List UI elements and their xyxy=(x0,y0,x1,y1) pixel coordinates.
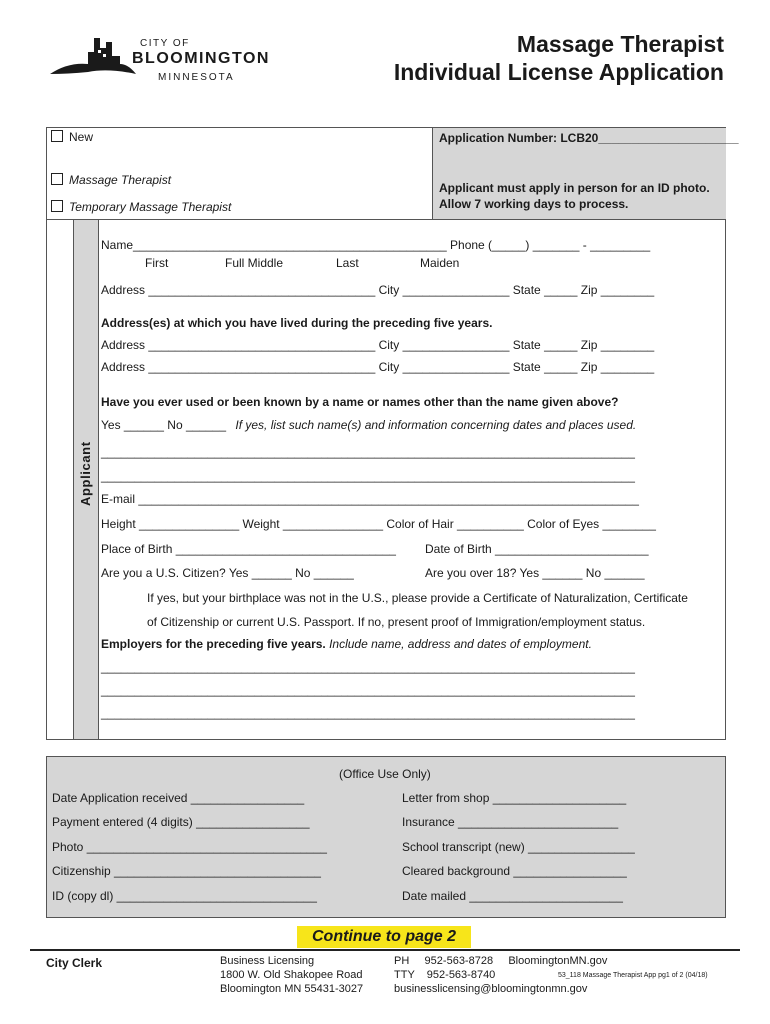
footer-email: businesslicensing@bloomingtonmn.gov xyxy=(394,983,588,995)
previous-address-field-1[interactable]: Address __________________________________ City ________________ State _____ Zip ________ xyxy=(101,338,655,352)
photo-notice-line-1: Applicant must apply in person for an ID photo. xyxy=(439,181,710,195)
application-number: Application Number: LCB20_____________________ xyxy=(439,131,739,145)
page-title xyxy=(394,30,724,86)
new-checkbox[interactable] xyxy=(51,130,63,142)
other-names-instruction: If yes, list such name(s) and information concerning dates and places used. xyxy=(235,418,637,432)
name-last-caption: Last xyxy=(336,256,359,270)
office-use-heading: (Office Use Only) xyxy=(339,767,431,781)
us-citizen-field[interactable]: Are you a U.S. Citizen? Yes ______ No ______ xyxy=(101,566,354,580)
logo-sub-text: MINNESOTA xyxy=(158,72,235,83)
footer-city: Bloomington MN 55431-3027 xyxy=(220,983,364,995)
new-label: New xyxy=(69,130,94,144)
office-left-2[interactable]: Payment entered (4 digits) _________________ xyxy=(52,815,310,829)
title-line-1: Massage Therapist xyxy=(516,31,724,57)
physical-description-field[interactable]: Height _______________ Weight _______________ Color of Hair __________ Color of Eyes ________ xyxy=(101,517,656,531)
employer-blank-2[interactable]: ________________________________________________________________________________ xyxy=(101,683,635,697)
city-skyline-icon xyxy=(48,34,138,80)
other-names-yes-no[interactable]: Yes ______ No ______ xyxy=(101,418,227,432)
applicant-side-label: Applicant xyxy=(78,441,93,506)
office-right-5[interactable]: Date mailed _______________________ xyxy=(402,889,623,903)
footer-city-clerk: City Clerk xyxy=(46,956,103,970)
massage-therapist-option[interactable] xyxy=(51,173,171,187)
temporary-label: Temporary Massage Therapist xyxy=(69,200,232,214)
office-right-3[interactable]: School transcript (new) ________________ xyxy=(402,840,635,854)
footer-divider xyxy=(30,949,740,951)
temporary-option[interactable] xyxy=(51,200,231,214)
current-address-field[interactable]: Address __________________________________ City ________________ State _____ Zip ________ xyxy=(101,283,655,297)
employers-heading-instruction: Include name, address and dates of employment. xyxy=(325,637,592,651)
footer-department: Business Licensing xyxy=(220,955,315,967)
office-left-1[interactable]: Date Application received _________________ xyxy=(52,791,305,805)
email-field[interactable]: E-mail ___________________________________________________________________________ xyxy=(101,492,639,506)
office-right-2[interactable]: Insurance ________________________ xyxy=(402,815,619,829)
other-names-blank-1[interactable]: ________________________________________________________________________________ xyxy=(101,445,635,459)
massage-therapist-checkbox[interactable] xyxy=(51,173,63,185)
name-phone-field[interactable]: Name_______________________________________________ Phone (_____) _______ - _________ xyxy=(101,238,651,252)
photo-notice-line-2: Allow 7 working days to process. xyxy=(439,197,629,211)
massage-therapist-label: Massage Therapist xyxy=(69,173,172,187)
date-of-birth-field[interactable]: Date of Birth _______________________ xyxy=(425,542,649,556)
employers-heading-bold: Employers for the preceding five years. xyxy=(101,637,326,651)
new-option[interactable] xyxy=(51,130,93,144)
employer-blank-3[interactable]: ________________________________________________________________________________ xyxy=(101,706,635,720)
office-left-5[interactable]: ID (copy dl) ______________________________ xyxy=(52,889,317,903)
logo-top-text: CITY OF xyxy=(140,38,190,49)
footer-phone-web: PH 952-563-8728 BloomingtonMN.gov xyxy=(394,955,608,967)
footer-street: 1800 W. Old Shakopee Road xyxy=(220,969,363,981)
other-names-question: Have you ever used or been known by a name or names other than the name given above? xyxy=(101,395,619,409)
other-names-blank-2[interactable]: ________________________________________________________________________________ xyxy=(101,469,635,483)
temporary-checkbox[interactable] xyxy=(51,200,63,212)
continue-to-page-2-banner: Continue to page 2 xyxy=(297,926,471,948)
office-left-3[interactable]: Photo ____________________________________ xyxy=(52,840,327,854)
footer-form-id: 53_118 Massage Therapist App pg1 of 2 (04/18) xyxy=(558,972,708,979)
employers-heading xyxy=(101,637,592,651)
logo-main-text: BLOOMINGTON xyxy=(132,50,270,67)
city-logo xyxy=(48,30,278,90)
over-18-field[interactable]: Are you over 18? Yes ______ No ______ xyxy=(425,566,645,580)
office-left-4[interactable]: Citizenship _______________________________ xyxy=(52,864,321,878)
footer-tty: TTY 952-563-8740 xyxy=(394,969,496,981)
place-of-birth-field[interactable]: Place of Birth _________________________________ xyxy=(101,542,396,556)
application-info-cell xyxy=(432,128,739,220)
title-line-2: Individual License Application xyxy=(393,59,724,85)
name-middle-caption: Full Middle xyxy=(225,256,284,270)
other-names-answer[interactable] xyxy=(101,418,636,432)
office-use-section xyxy=(46,756,726,918)
previous-addresses-heading: Address(es) at which you have lived during the preceding five years. xyxy=(101,316,493,330)
name-maiden-caption: Maiden xyxy=(420,256,460,270)
office-right-1[interactable]: Letter from shop ____________________ xyxy=(402,791,627,805)
previous-address-field-2[interactable]: Address __________________________________ City ________________ State _____ Zip ________ xyxy=(101,360,655,374)
naturalization-note-1: If yes, but your birthplace was not in the U.S., please provide a Certificate of Naturalization, Certificate xyxy=(147,591,688,605)
naturalization-note-2: of Citizenship or current U.S. Passport. If no, present proof of Immigration/employment status. xyxy=(147,615,646,629)
office-right-4[interactable]: Cleared background _________________ xyxy=(402,864,627,878)
name-first-caption: First xyxy=(145,256,169,270)
employer-blank-1[interactable]: ________________________________________________________________________________ xyxy=(101,660,635,674)
